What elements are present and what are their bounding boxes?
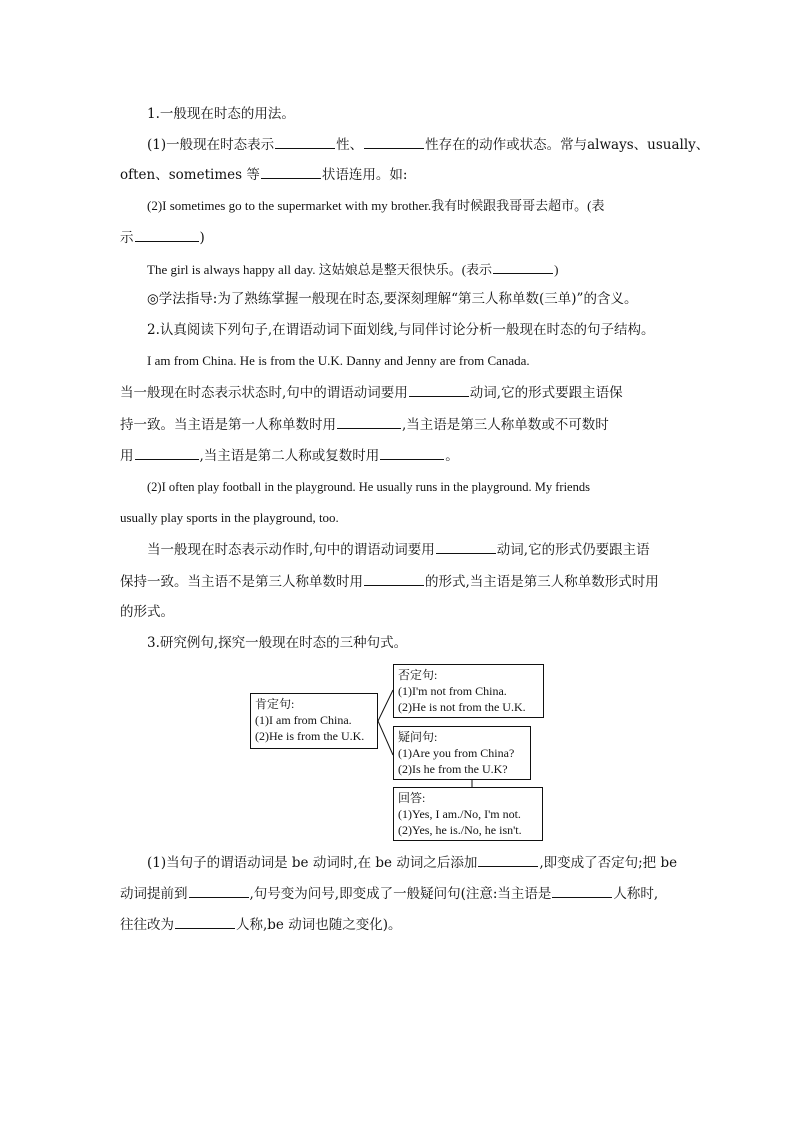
action-rule-line-3: 的形式。 — [120, 604, 174, 620]
answer-blank[interactable] — [552, 883, 612, 898]
answer-heading: 回答: — [398, 791, 426, 805]
affirmative-example-1: (1)I am from China. — [255, 713, 352, 727]
example-sentences-action-1: (2)I often play football in the playground. He usually runs in the playground. My friends — [147, 480, 590, 494]
state-rule-line-2: 持一致。当主语是第一人称单数时用 ,当主语是第三人称单数或不可数时 — [120, 414, 609, 435]
answer-box — [393, 787, 543, 841]
section-2-title: 2.认真阅读下列句子,在谓语动词下面划线,与同伴讨论分析一般现在时态的句子结构。 — [147, 322, 655, 338]
affirmative-example-2: (2)He is from the U.K. — [255, 729, 365, 743]
usage-line-1: (1)一般现在时态表示 性、 性存在的动作或状态。常与always、usually、 — [147, 134, 709, 155]
answer-example-1: (1)Yes, I am./No, I'm not. — [398, 807, 521, 821]
action-rule-line-1: 当一般现在时态表示动作时,句中的谓语动词要用 动词,它的形式仍要跟主语 — [147, 539, 650, 560]
negative-box — [393, 664, 544, 718]
example-sentences-be: I am from China. He is from the U.K. Danny and Jenny are from Canada. — [147, 353, 530, 368]
state-rule-line-1: 当一般现在时态表示状态时,句中的谓语动词要用 动词,它的形式要跟主语保 — [120, 382, 623, 403]
question-example-1: (1)Are you from China? — [398, 746, 515, 760]
negative-example-2: (2)He is not from the U.K. — [398, 700, 526, 714]
be-rule-line-3: 往往改为 人称,be 动词也随之变化)。 — [120, 914, 401, 935]
usage-line-2: often、sometimes 等 状语连用。如: — [120, 164, 407, 185]
study-tip: ◎学法指导:为了熟练掌握一般现在时态,要深刻理解“第三人称单数(三单)”的含义。 — [147, 291, 638, 307]
question-heading: 疑问句: — [398, 730, 438, 744]
answer-blank[interactable] — [189, 883, 249, 898]
answer-example-2: (2)Yes, he is./No, he isn't. — [398, 823, 522, 837]
answer-blank[interactable] — [478, 852, 538, 867]
be-rule-line-2: 动词提前到 ,句号变为问号,即变成了一般疑问句(注意:当主语是 人称时, — [120, 883, 658, 904]
affirmative-heading: 肯定句: — [255, 697, 295, 711]
negative-example-1: (1)I'm not from China. — [398, 684, 507, 698]
negative-heading: 否定句: — [398, 668, 438, 682]
be-rule-line-1: (1)当句子的谓语动词是 be 动词时,在 be 动词之后添加 ,即变成了否定句;把 be — [147, 852, 677, 873]
affirmative-box — [250, 693, 378, 749]
question-example-2: (2)Is he from the U.K? — [398, 762, 508, 776]
example-line-1: (2)I sometimes go to the supermarket with my brother.我有时候跟我哥哥去超市。(表 — [147, 198, 605, 213]
example-line-2: 示 ) — [120, 227, 205, 248]
action-rule-line-2: 保持一致。当主语不是第三人称单数时用 的形式,当主语是第三人称单数形式时用 — [120, 571, 659, 592]
example-sentences-action-2: usually play sports in the playground, too. — [120, 510, 339, 525]
answer-blank[interactable] — [175, 914, 235, 929]
question-box — [393, 726, 531, 780]
section-3-title: 3.研究例句,探究一般现在时态的三种句式。 — [147, 635, 408, 651]
example-line-3: The girl is always happy all day. 这姑娘总是整天很快乐。(表示 ) — [147, 259, 558, 280]
state-rule-line-3: 用 ,当主语是第二人称或复数时用 。 — [120, 445, 459, 466]
section-1-title: 1.一般现在时态的用法。 — [147, 106, 295, 122]
